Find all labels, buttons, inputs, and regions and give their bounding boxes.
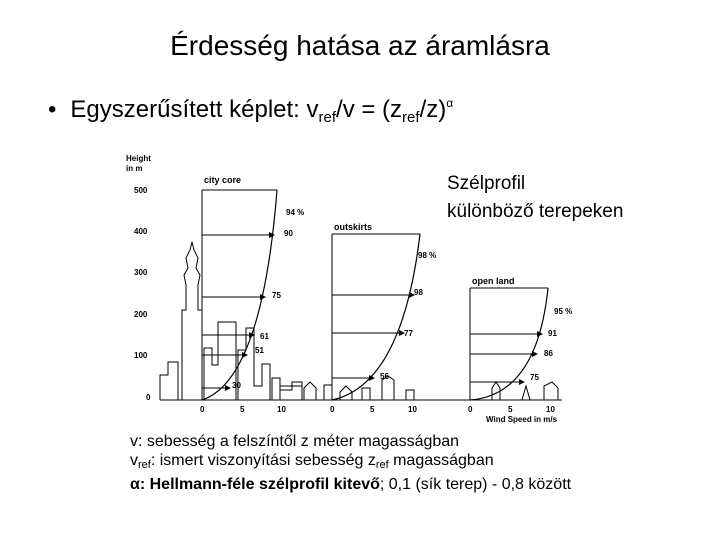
point-open-land-86: 86 [544, 349, 553, 358]
point-city-75: 75 [272, 291, 281, 300]
note-hellmann-range: ; 0,1 (sík terep) - 0,8 között [379, 476, 572, 493]
point-open-land-91: 91 [548, 329, 557, 338]
note-hellmann-bold: α: Hellmann-féle szélprofil kitevő [130, 476, 380, 493]
point-open-land-75: 75 [530, 373, 539, 382]
formula-exponent: α [446, 96, 454, 110]
point-city-90: 90 [284, 229, 293, 238]
x-tick-open-land-5: 5 [508, 405, 513, 414]
x-tick-open-land-10: 10 [546, 405, 555, 414]
notes-block [130, 432, 571, 494]
y-tick-200: 200 [134, 310, 148, 319]
pct-city: 94 % [286, 208, 305, 217]
note-line-1: v: sebesség a felszíntől z méter magasságban [130, 433, 460, 450]
formula-bullet [48, 96, 453, 126]
y-tick-100: 100 [134, 351, 148, 360]
y-axis-ticks [134, 186, 151, 402]
y-tick-500: 500 [134, 186, 148, 195]
point-outskirts-98: 98 [414, 288, 423, 297]
point-city-51: 51 [255, 346, 264, 355]
profile-curve-city [202, 190, 277, 400]
profile-curve-outskirts [332, 234, 420, 400]
note-sub-ref-1: ref [138, 459, 151, 471]
panel-outskirts [330, 222, 436, 414]
low-building [280, 386, 302, 400]
formula-sub-ref-1: ref [318, 109, 337, 126]
point-outskirts-56: 56 [380, 372, 389, 381]
note-sub-ref-2: ref [375, 459, 389, 471]
slide-title: Érdesség hatása az áramlásra [170, 30, 550, 61]
x-tick-open-land-0: 0 [468, 405, 473, 414]
side-label-line-1: Szélprofil [447, 173, 526, 194]
x-axis-title: Wind Speed in m/s [486, 415, 558, 424]
note-line-3 [130, 475, 571, 494]
point-city-61: 61 [260, 332, 269, 341]
panel-open-land [468, 276, 572, 414]
y-tick-400: 400 [134, 227, 148, 236]
note-line-2 [130, 451, 571, 475]
point-city-30: 30 [232, 381, 241, 390]
terrain-name-city: city core [204, 175, 242, 185]
x-tick-city-0: 0 [200, 405, 205, 414]
note-v: v [130, 452, 138, 469]
pct-outskirts: 98 % [418, 251, 437, 260]
x-tick-city-10: 10 [277, 405, 286, 414]
panel-city-core [200, 175, 304, 414]
y-tick-300: 300 [134, 268, 148, 277]
x-tick-outskirts-0: 0 [330, 405, 335, 414]
x-tick-outskirts-10: 10 [408, 405, 417, 414]
point-outskirts-77: 77 [404, 329, 413, 338]
formula-mid-1: /v = (z [336, 96, 403, 123]
x-tick-outskirts-5: 5 [370, 405, 375, 414]
formula-mid-2: /z) [419, 96, 447, 123]
wind-profile-diagram [112, 150, 592, 430]
bullet-dot: • [48, 96, 57, 123]
x-tick-city-5: 5 [240, 405, 245, 414]
y-tick-0: 0 [146, 393, 151, 402]
terrain-name-outskirts: outskirts [334, 222, 373, 232]
open-land-trees [492, 382, 558, 400]
note-text-b: : ismert viszonyítási sebesség z [150, 452, 376, 469]
pct-open-land: 95 % [554, 307, 573, 316]
formula-prefix: Egyszerűsített képlet: v [70, 96, 319, 123]
y-axis-title-2: in m [126, 164, 143, 173]
y-axis-title-1: Height [126, 154, 151, 163]
note-text-c: magasságban [388, 452, 494, 469]
formula-sub-ref-2: ref [402, 109, 420, 126]
side-label-line-2: különböző terepeken [447, 201, 624, 222]
profile-curve-open-land [470, 288, 548, 400]
terrain-name-open-land: open land [472, 276, 515, 286]
